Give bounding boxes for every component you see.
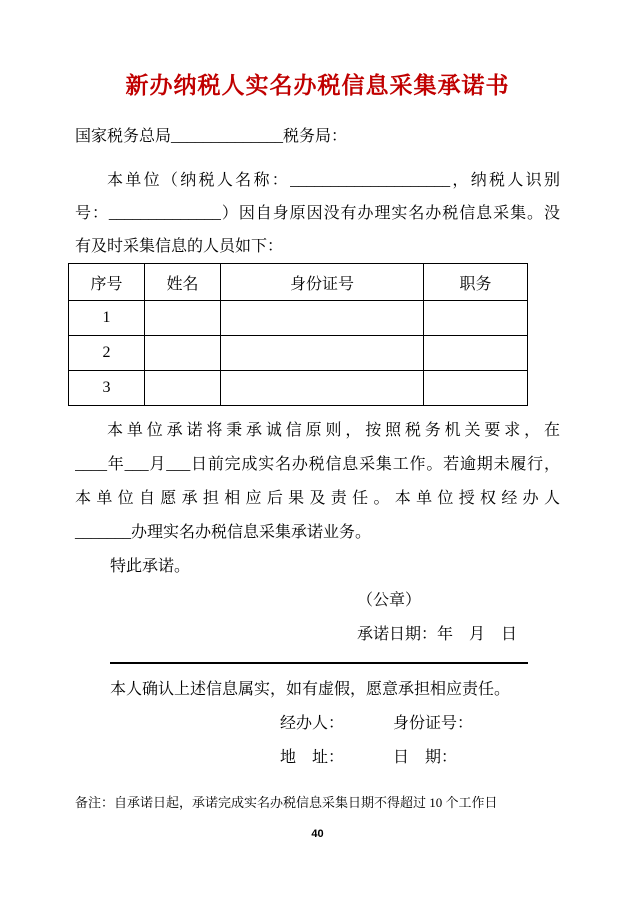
cell-index: 3 <box>69 371 145 406</box>
table-row <box>69 371 528 406</box>
agent-id-row <box>75 712 560 736</box>
cell-name <box>145 371 221 406</box>
table-row <box>69 301 528 336</box>
cell-position <box>424 301 528 336</box>
date-label: 日 期： <box>393 749 458 766</box>
address-date-row <box>75 746 560 770</box>
cell-index: 1 <box>69 301 145 336</box>
id-number-label: 身份证号： <box>393 715 474 732</box>
cell-name <box>145 301 221 336</box>
roster-table <box>68 263 528 406</box>
commitment-line-1: 本单位承诺将秉承诚信原则，按照税务机关要求，在 <box>107 422 560 439</box>
separator-line <box>110 662 528 664</box>
agent-label: 经办人： <box>280 715 345 732</box>
cell-name <box>145 336 221 371</box>
intro-paragraph <box>75 164 560 263</box>
page-number: 40 <box>311 828 324 840</box>
column-header-name: 姓名 <box>145 264 221 301</box>
intro-line-1: 本单位（纳税人名称：____________________，纳税人识别 <box>107 172 560 189</box>
cell-position <box>424 336 528 371</box>
table-header-row <box>69 264 528 301</box>
table-row <box>69 336 528 371</box>
address-label: 地 址： <box>280 749 345 766</box>
cell-id-number <box>221 371 424 406</box>
promise-date-line: 承诺日期：年 月 日 <box>357 626 518 643</box>
intro-line-3: 有及时采集信息的人员如下： <box>75 238 284 255</box>
cell-id-number <box>221 301 424 336</box>
column-header-index: 序号 <box>69 264 145 301</box>
seal-placeholder: （公章） <box>357 592 422 609</box>
commitment-line-4: _______办理实名办税信息采集承诺业务。 <box>75 524 372 541</box>
hereby-line: 特此承诺。 <box>110 558 191 575</box>
salutation-line: 国家税务总局______________税务局： <box>75 128 348 145</box>
commitment-paragraph <box>75 414 560 550</box>
cell-position <box>424 371 528 406</box>
column-header-id-number: 身份证号 <box>221 264 424 301</box>
document-title: 新办纳税人实名办税信息采集承诺书 <box>125 72 510 98</box>
commitment-line-3: 本单位自愿承担相应后果及责任。本单位授权经办人 <box>75 490 560 507</box>
confirmation-statement: 本人确认上述信息属实，如有虚假，愿意承担相应责任。 <box>110 681 511 698</box>
column-header-position: 职务 <box>424 264 528 301</box>
intro-line-2: 号：______________）因自身原因没有办理实名办税信息采集。没 <box>75 205 560 222</box>
cell-index: 2 <box>69 336 145 371</box>
cell-id-number <box>221 336 424 371</box>
commitment-line-2: ____年___月___日前完成实名办税信息采集工作。若逾期未履行， <box>75 456 560 473</box>
remark-note: 备注：自承诺日起，承诺完成实名办税信息采集日期不得超过 10 个工作日 <box>75 795 498 810</box>
